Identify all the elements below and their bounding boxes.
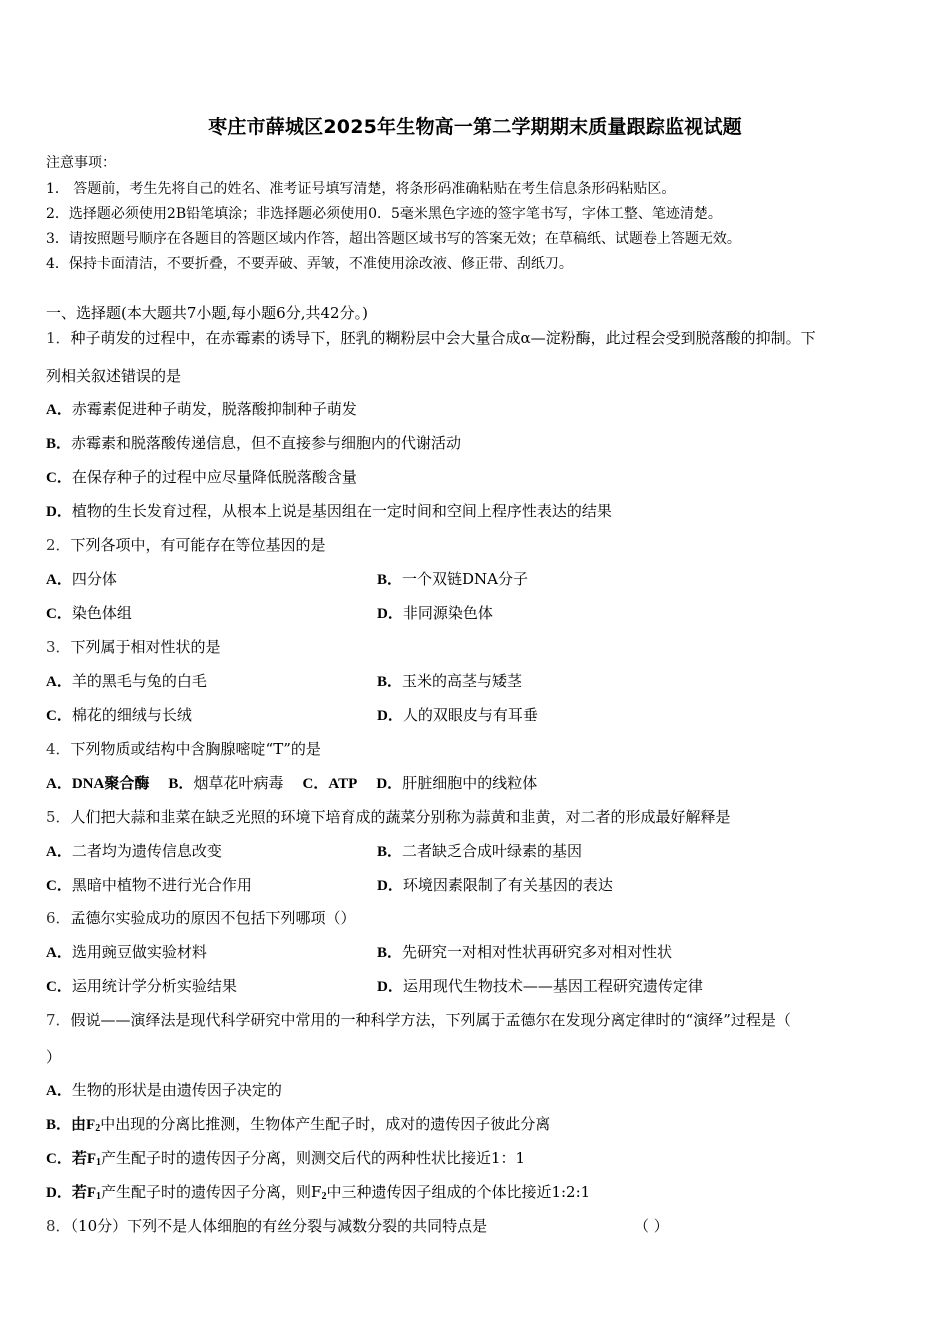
option-text: 棉花的细绒与长绒 <box>71 706 192 724</box>
question-7-option-a <box>46 1079 282 1100</box>
question-number: 8． <box>46 1217 71 1235</box>
option-letter: D． <box>46 504 72 520</box>
question-text: 假说——演绎法是现代科学研究中常用的一种科学方法，下列属于孟德尔在发现分离定律时的“演绎”过程是（ <box>70 1011 791 1029</box>
question-1-option-c <box>46 466 357 487</box>
option-text: 产生配子时的遗传因子分离，则F <box>101 1183 322 1201</box>
option-letter: C． <box>302 776 329 792</box>
section-heading: 一、选择题(本大题共7小题,每小题6分,共42分。) <box>46 304 368 322</box>
option-letter: C． <box>46 606 72 622</box>
option-letter: C． <box>46 470 72 486</box>
question-text: 种子萌发的过程中，在赤霉素的诱导下，胚乳的糊粉层中会大量合成α—淀粉酶，此过程会受到脱落酸的抑制。下 <box>70 329 816 347</box>
question-2-stem <box>46 534 326 555</box>
option-letter: D． <box>377 878 403 894</box>
option-text: 一个双链DNA分子 <box>402 570 529 588</box>
option-text: 玉米的高茎与矮茎 <box>402 672 523 690</box>
option-text: 赤霉素促进种子萌发，脱落酸抑制种子萌发 <box>71 400 357 418</box>
note-item: 3．请按照题号顺序在各题目的答题区域内作答，超出答题区域书写的答案无效；在草稿纸、试题卷上答题无效。 <box>46 231 741 247</box>
option-text: 赤霉素和脱落酸传递信息，但不直接参与细胞内的代谢活动 <box>71 434 462 452</box>
question-text: 孟德尔实验成功的原因不包括下列哪项（） <box>70 909 356 927</box>
option-text: 四分体 <box>71 570 117 588</box>
question-number: 2． <box>46 536 71 554</box>
option-text: 环境因素限制了有关基因的表达 <box>402 876 613 894</box>
option-text: DNA聚合酶 <box>71 776 150 792</box>
option-text: 选用豌豆做实验材料 <box>71 943 207 961</box>
option-letter: D． <box>377 708 403 724</box>
option-letter: A． <box>46 674 72 690</box>
option-text: 若F <box>71 1151 97 1167</box>
question-4-stem <box>46 738 321 759</box>
option-text: 先研究一对相对性状再研究多对相对性状 <box>402 943 673 961</box>
option-letter: A． <box>46 1083 72 1099</box>
question-1-stem <box>46 327 816 348</box>
option-text: 染色体组 <box>71 604 132 622</box>
option-text: 生物的形状是由遗传因子决定的 <box>71 1081 282 1099</box>
option-text: 二者均为遗传信息改变 <box>71 842 222 860</box>
question-7-stem <box>46 1009 791 1030</box>
question-number: 1． <box>46 329 71 347</box>
option-letter: C． <box>46 1151 72 1167</box>
option-text: 运用统计学分析实验结果 <box>71 977 237 995</box>
question-7-option-c <box>46 1147 525 1168</box>
question-1-option-d <box>46 500 612 521</box>
question-5-option-b <box>377 840 582 861</box>
question-3-option-d <box>377 704 538 725</box>
question-1-stem-cont: 列相关叙述错误的是 <box>46 367 182 385</box>
question-2-option-c <box>46 602 132 623</box>
subscript: 1 <box>96 1191 102 1202</box>
question-3-option-a <box>46 670 207 691</box>
option-text: 在保存种子的过程中应尽量降低脱落酸含量 <box>71 468 357 486</box>
subscript: 2 <box>95 1123 101 1134</box>
option-text: 烟草花叶病毒 <box>193 774 284 792</box>
note-item: 2．选择题必须使用2B铅笔填涂；非选择题必须使用0．5毫米黑色字迹的签字笔书写，字体工整、笔迹清楚。 <box>46 206 722 222</box>
option-text: 植物的生长发育过程，从根本上说是基因组在一定时间和空间上程序性表达的结果 <box>71 502 612 520</box>
option-letter: B． <box>377 572 403 588</box>
question-6-option-a <box>46 941 207 962</box>
option-letter: A． <box>46 844 72 860</box>
question-7-stem-cont: ） <box>46 1048 62 1066</box>
option-text: 人的双眼皮与有耳垂 <box>402 706 538 724</box>
option-letter: D． <box>377 606 403 622</box>
question-number: 3． <box>46 638 71 656</box>
option-letter: B． <box>377 674 403 690</box>
option-letter: B． <box>46 1117 72 1133</box>
question-6-option-d <box>377 975 703 996</box>
question-2-option-b <box>377 568 528 589</box>
question-text: 下列物质或结构中含胸腺嘧啶“T”的是 <box>70 740 321 758</box>
question-3-option-c <box>46 704 192 725</box>
option-letter: D． <box>377 979 403 995</box>
question-3-stem <box>46 636 221 657</box>
question-text: 下列各项中，有可能存在等位基因的是 <box>70 536 326 554</box>
option-letter: A． <box>46 945 72 961</box>
question-number: 7． <box>46 1011 71 1029</box>
question-number: 4． <box>46 740 71 758</box>
question-2-option-d <box>377 602 493 623</box>
option-letter: B． <box>377 945 403 961</box>
option-text: 二者缺乏合成叶绿素的基因 <box>402 842 583 860</box>
option-letter: B． <box>46 436 72 452</box>
question-2-option-a <box>46 568 117 589</box>
option-text: 羊的黑毛与兔的白毛 <box>71 672 207 690</box>
question-8-answer-paren: （ ） <box>634 1217 669 1235</box>
note-item: 4．保持卡面清洁，不要折叠，不要弄破、弄皱，不准使用涂改液、修正带、刮纸刀。 <box>46 256 573 272</box>
note-item: 1． 答题前，考生先将自己的姓名、准考证号填写清楚，将条形码准确粘贴在考生信息条形码粘贴区。 <box>46 181 676 197</box>
option-letter: D． <box>46 1185 72 1201</box>
question-5-option-a <box>46 840 222 861</box>
subscript: 2 <box>321 1191 327 1202</box>
question-8-stem <box>46 1215 487 1236</box>
question-4-options <box>46 772 537 793</box>
question-3-option-b <box>377 670 522 691</box>
question-number: 5． <box>46 808 71 826</box>
question-text: 下列属于相对性状的是 <box>70 638 221 656</box>
question-6-option-b <box>377 941 672 962</box>
option-text: 黑暗中植物不进行光合作用 <box>71 876 252 894</box>
question-5-option-c <box>46 874 252 895</box>
question-6-option-c <box>46 975 237 996</box>
option-text: 运用现代生物技术——基因工程研究遗传定律 <box>402 977 703 995</box>
option-letter: A． <box>46 572 72 588</box>
question-1-option-a <box>46 398 357 419</box>
question-7-option-d <box>46 1181 590 1202</box>
option-letter: A． <box>46 776 72 792</box>
option-text: 产生配子时的遗传因子分离，则测交后代的两种性状比接近1：1 <box>101 1149 526 1167</box>
option-letter: B． <box>377 844 403 860</box>
subscript: 1 <box>96 1157 102 1168</box>
option-text: 若F <box>71 1185 97 1201</box>
question-text: 人们把大蒜和韭菜在缺乏光照的环境下培育成的蔬菜分别称为蒜黄和韭黄，对二者的形成最好解释是 <box>70 808 731 826</box>
option-letter: B． <box>168 776 194 792</box>
option-letter: D． <box>376 776 403 792</box>
question-1-option-b <box>46 432 461 453</box>
option-letter: C． <box>46 708 72 724</box>
option-letter: C． <box>46 878 72 894</box>
question-text: （10分）下列不是人体细胞的有丝分裂与减数分裂的共同特点是 <box>70 1217 488 1235</box>
question-number: 6． <box>46 909 71 927</box>
notes-heading: 注意事项： <box>46 155 116 171</box>
page-title: 枣庄市薛城区2025年生物高一第二学期期末质量跟踪监视试题 <box>208 116 742 138</box>
question-5-option-d <box>377 874 613 895</box>
question-7-option-b <box>46 1113 550 1134</box>
option-text: 中三种遗传因子组成的个体比接近1:2:1 <box>326 1183 591 1201</box>
question-5-stem <box>46 806 731 827</box>
question-6-stem <box>46 907 356 928</box>
option-text: ATP <box>328 776 358 792</box>
option-text: 由F <box>71 1117 96 1133</box>
option-text: 非同源染色体 <box>402 604 493 622</box>
option-letter: A． <box>46 402 72 418</box>
option-letter: C． <box>46 979 72 995</box>
option-text: 肝脏细胞中的线粒体 <box>402 774 538 792</box>
option-text: 中出现的分离比推测，生物体产生配子时，成对的遗传因子彼此分离 <box>100 1115 551 1133</box>
